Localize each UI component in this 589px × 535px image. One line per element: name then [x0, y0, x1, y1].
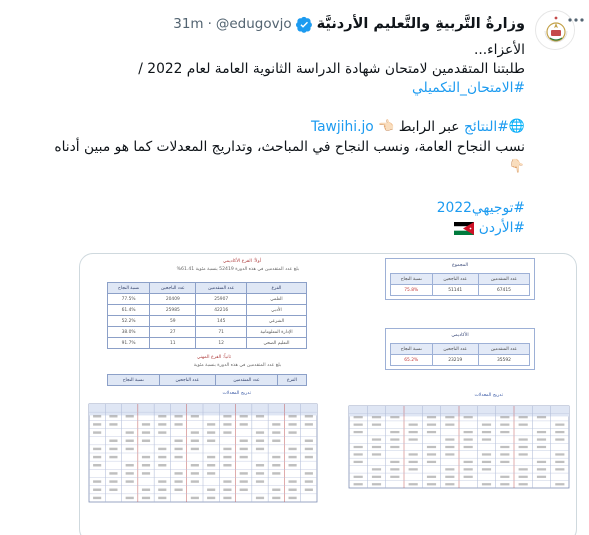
table-cell: 12 [196, 338, 246, 349]
table-cell: 145 [196, 316, 246, 327]
table-cell: 71 [196, 327, 246, 338]
hashtag-results[interactable]: #النتائج [463, 119, 509, 135]
doc-left-heading2: ثانياً: الفرع المهني [196, 355, 231, 360]
hashtag-supplementary[interactable]: #الامتحان_التكميلي [412, 80, 525, 96]
table-cell: 23219 [432, 355, 478, 366]
table-header-cell: عدد الناجحين [432, 344, 478, 355]
tweet-text-line1: طلبتنا المتقدمين لامتحان شهادة الدراسة الثانوية العامة لعام 2022 / [138, 61, 525, 77]
table-cell: التعليم الصحي [246, 338, 306, 349]
table-header-cell: عدد الناجحين [432, 274, 478, 285]
verified-badge-icon [296, 16, 313, 33]
hashtag-jordan[interactable]: #الأردن [478, 220, 525, 236]
summary-box-academic-title: الأكاديمي [451, 333, 469, 338]
jordan-flag-icon [454, 222, 474, 235]
attached-image[interactable] [79, 253, 577, 535]
tweet-text-tags1 [25, 198, 525, 218]
table-cell: الأدبي [246, 305, 306, 316]
table-header-cell: عدد المتقدمين [196, 283, 246, 294]
table-row [391, 285, 530, 296]
table-header-cell: نسبة النجاح [391, 344, 433, 355]
table-row [108, 327, 307, 338]
table-header-cell: الفرع [246, 283, 306, 294]
table-row [108, 316, 307, 327]
table-cell: 59 [150, 316, 196, 327]
table-cell: 61.4% [108, 305, 150, 316]
table-header-cell: نسبة النجاح [108, 375, 160, 386]
table-cell: 51141 [432, 285, 478, 296]
table-header-cell: نسبة النجاح [108, 283, 150, 294]
table-cell: 91.7% [108, 338, 150, 349]
doc-left-subheading: بلغ عدد المتقدمين في هذه الدورة 52419 بنسبة مئوية 61.41% [176, 267, 299, 272]
tweet-text-line2 [25, 78, 525, 98]
tweet-text-line3: نسب النجاح العامة، ونسب النجاح في المباحث، وتداريج المعدلات كما هو مبين أدناه [54, 139, 525, 155]
tweet-text-results [25, 117, 525, 137]
table-row [108, 338, 307, 349]
results-document-left [85, 258, 321, 506]
table-header-cell: عدد الناجحين [159, 375, 216, 386]
table-header-cell: عدد المتقدمين [478, 344, 529, 355]
table-row [108, 305, 307, 316]
doc-left-grade-grid [85, 400, 321, 506]
table-cell: 38.0% [108, 327, 150, 338]
separator-dot: · [207, 16, 212, 32]
tawjihi-link[interactable]: Tawjihi.jo [310, 119, 374, 135]
table-cell: 11 [150, 338, 196, 349]
doc-right-grid-title: تدريج المعدلات [474, 393, 503, 398]
doc-left-grid-title: تدريج المعدلات [222, 391, 251, 396]
tweet-text-tags2 [25, 218, 525, 238]
table-cell: 77.5% [108, 294, 150, 305]
globe-icon: 🌐 [508, 119, 525, 134]
summary-box-academic [385, 328, 535, 370]
summary-box-total [385, 258, 535, 300]
results-via-text: عبر الرابط [398, 119, 460, 135]
point-down-icon: 👇🏻 [508, 159, 525, 174]
results-document-right [345, 258, 573, 503]
table-cell: 25985 [150, 305, 196, 316]
table-cell: 52.2% [108, 316, 150, 327]
doc-right-grade-grid [345, 402, 573, 492]
table-cell: العلمي [246, 294, 306, 305]
table-header-cell: نسبة النجاح [391, 274, 433, 285]
table-header-cell: الفرع [277, 375, 306, 386]
tweet-header [173, 14, 525, 34]
table-header-cell: عدد الناجحين [150, 283, 196, 294]
summary-box-total-title: المجموع [451, 263, 469, 268]
table-cell: 42216 [196, 305, 246, 316]
table-cell: الإدارة المعلوماتية [246, 327, 306, 338]
table-cell: 35592 [478, 355, 529, 366]
tweet-text-greeting: الأعزاء... [473, 42, 525, 58]
table-header-cell: عدد المتقدمين [478, 274, 529, 285]
table-cell: 25907 [196, 294, 246, 305]
table-row [391, 355, 530, 366]
table-header-cell: عدد المتقدمين [216, 375, 278, 386]
table-cell: 75.8% [391, 285, 433, 296]
display-name[interactable]: وزارةُ التَّربيةِ والتَّعليم الأردنيَّة [316, 16, 525, 32]
table-cell: 27 [150, 327, 196, 338]
table-cell: 67415 [478, 285, 529, 296]
table-row [108, 294, 307, 305]
more-options-icon[interactable] [566, 12, 586, 28]
doc-left-heading: أولاً: الفرع الأكاديمي [222, 259, 261, 264]
table-cell: 65.2% [391, 355, 433, 366]
tweet-text-pointdown [25, 157, 525, 177]
hashtag-tawjihi[interactable]: #توجيهي2022 [436, 200, 525, 216]
handle[interactable]: @edugovjo [215, 16, 292, 32]
doc-left-subheading2: بلغ عدد المتقدمين في هذه الدورة بنسبة مئوية [193, 363, 281, 368]
point-left-icon: 👈🏻 [378, 119, 395, 134]
doc-left-table [107, 282, 307, 349]
table-cell: 20409 [150, 294, 196, 305]
doc-left-table2 [107, 374, 307, 386]
timestamp[interactable]: 31m [173, 16, 204, 32]
table-cell: الشرعي [246, 316, 306, 327]
